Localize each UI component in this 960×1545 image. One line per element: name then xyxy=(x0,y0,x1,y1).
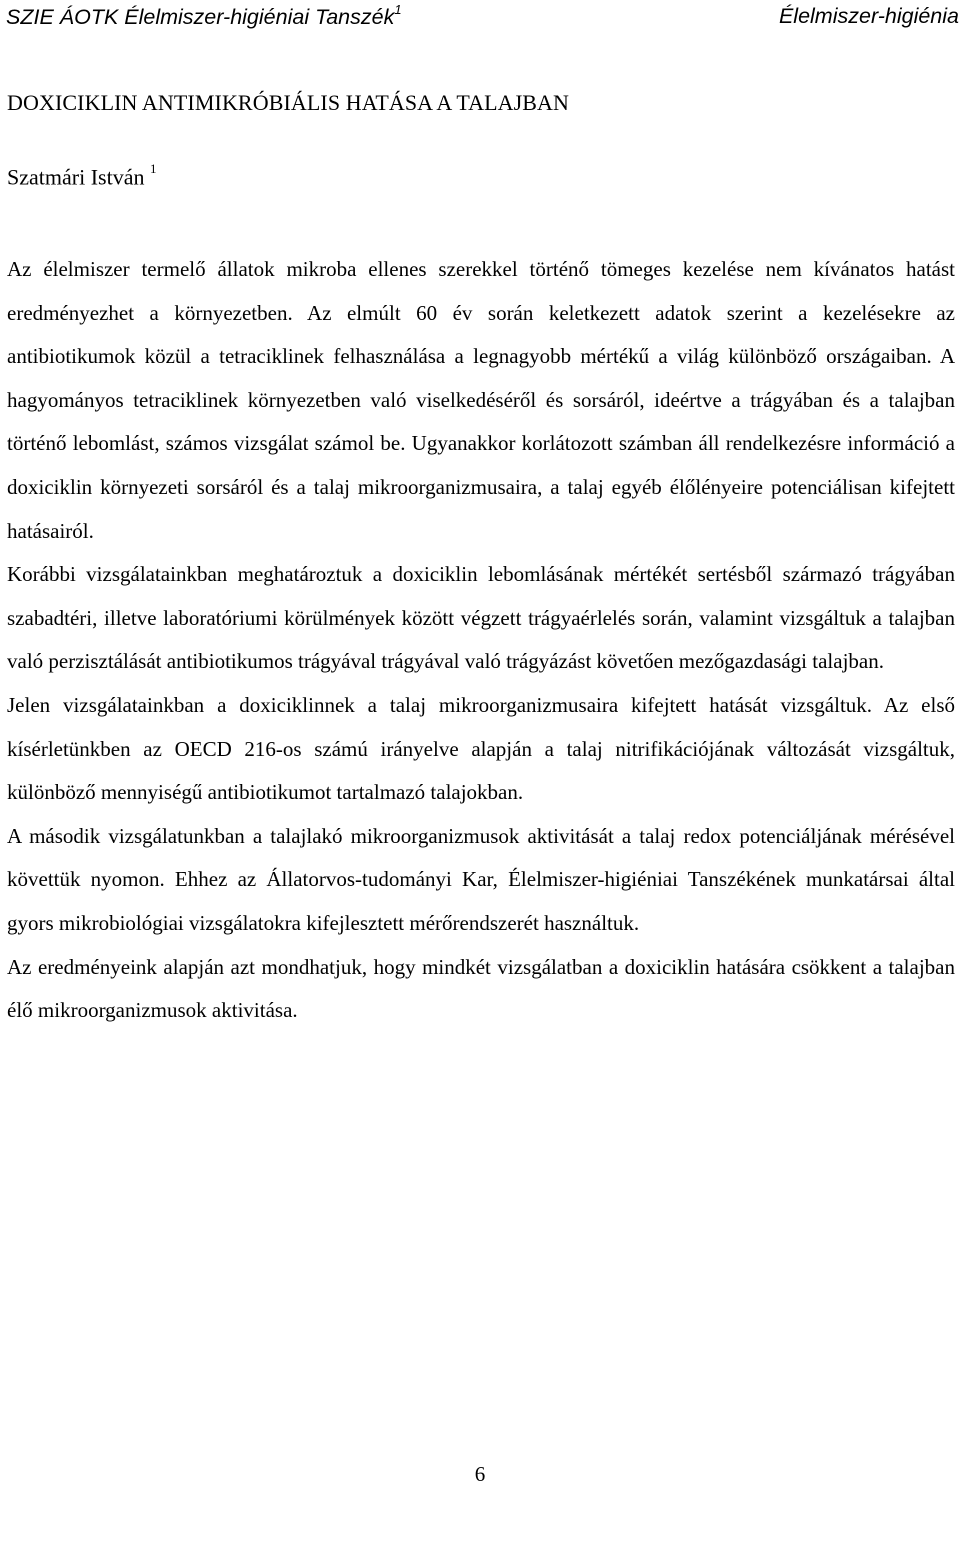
author-affiliation-sup: 1 xyxy=(149,161,157,176)
abstract-body xyxy=(7,248,955,1033)
paragraph-5: Az eredményeink alapján azt mondhatjuk, hogy mindkét vizsgálatban a doxiciklin hatására csökkent a talajban élő mikroorganizmusok aktivitása. xyxy=(7,954,955,1023)
document-title: DOXICIKLIN ANTIMIKRÓBIÁLIS HATÁSA A TALAJBAN xyxy=(7,90,570,115)
paragraph-2: Korábbi vizsgálatainkban meghatároztuk a doxiciklin lebomlásának mértékét sertésből származó trágyában szabadtéri, illetve laboratóriumi körülmények között végzett trágyaérlelés során, valamint vizsgáltuk a talajban való perzisztálását antibiotikumos trágyával trágyával való trágyázást követően mezőgazdasági talajban. xyxy=(7,562,955,674)
header-institution-sup: 1 xyxy=(394,2,402,17)
header-institution-text: SZIE ÁOTK Élelmiszer-higiéniai Tanszék xyxy=(6,5,395,30)
author-name: Szatmári István xyxy=(7,164,145,190)
paragraph-3: Jelen vizsgálatainkban a doxiciklinnek a talaj mikroorganizmusaira kifejtett hatását vizsgáltuk. Az első kísérletünkben az OECD 216-os számú irányelve alapján a talaj nitrifikációjának változását vizsgáltuk, különböző mennyiségű antibiotikumot tartalmazó talajokban. xyxy=(7,692,955,805)
author-line xyxy=(7,161,157,190)
header-institution xyxy=(6,4,402,30)
page-header xyxy=(6,2,959,34)
paragraph-4: A második vizsgálatunkban a talajlakó mikroorganizmusok aktivitását a talaj redox potenciáljának mérésével követtük nyomon. Ehhez az Állatorvos-tudományi Kar, Élelmiszer-higiéniai Tanszékének munkatársai által gyors mikrobiológiai vizsgálatokra kifejlesztett mérőrendszerét használtuk. xyxy=(7,823,955,935)
header-subject: Élelmiszer-higiénia xyxy=(778,4,959,28)
paragraph-1: Az élelmiszer termelő állatok mikroba ellenes szerekkel történő tömeges kezelése nem kívánatos hatást eredményezhet a környezetben. Az elmúlt 60 év során keletkezett adatok szerint a kezelésekre az antibiotikumok közül a tetraciklinek felhasználása a legnagyobb mértékű a világ különböző országaiban. A hagyományos tetraciklinek környezetben való viselkedéséről és sorsáról, ideértve a trágyában és a talajban történő lebomlást, számos vizsgálat számol be. Ugyanakkor korlátozott számban áll rendelkezésre információ a doxiciklin környezeti sorsáról és a talaj mikroorganizmusaira, a talaj egyéb élőlényeire potenciálisan kifejtett hatásairól. xyxy=(7,257,955,543)
page-number: 6 xyxy=(474,1462,486,1486)
